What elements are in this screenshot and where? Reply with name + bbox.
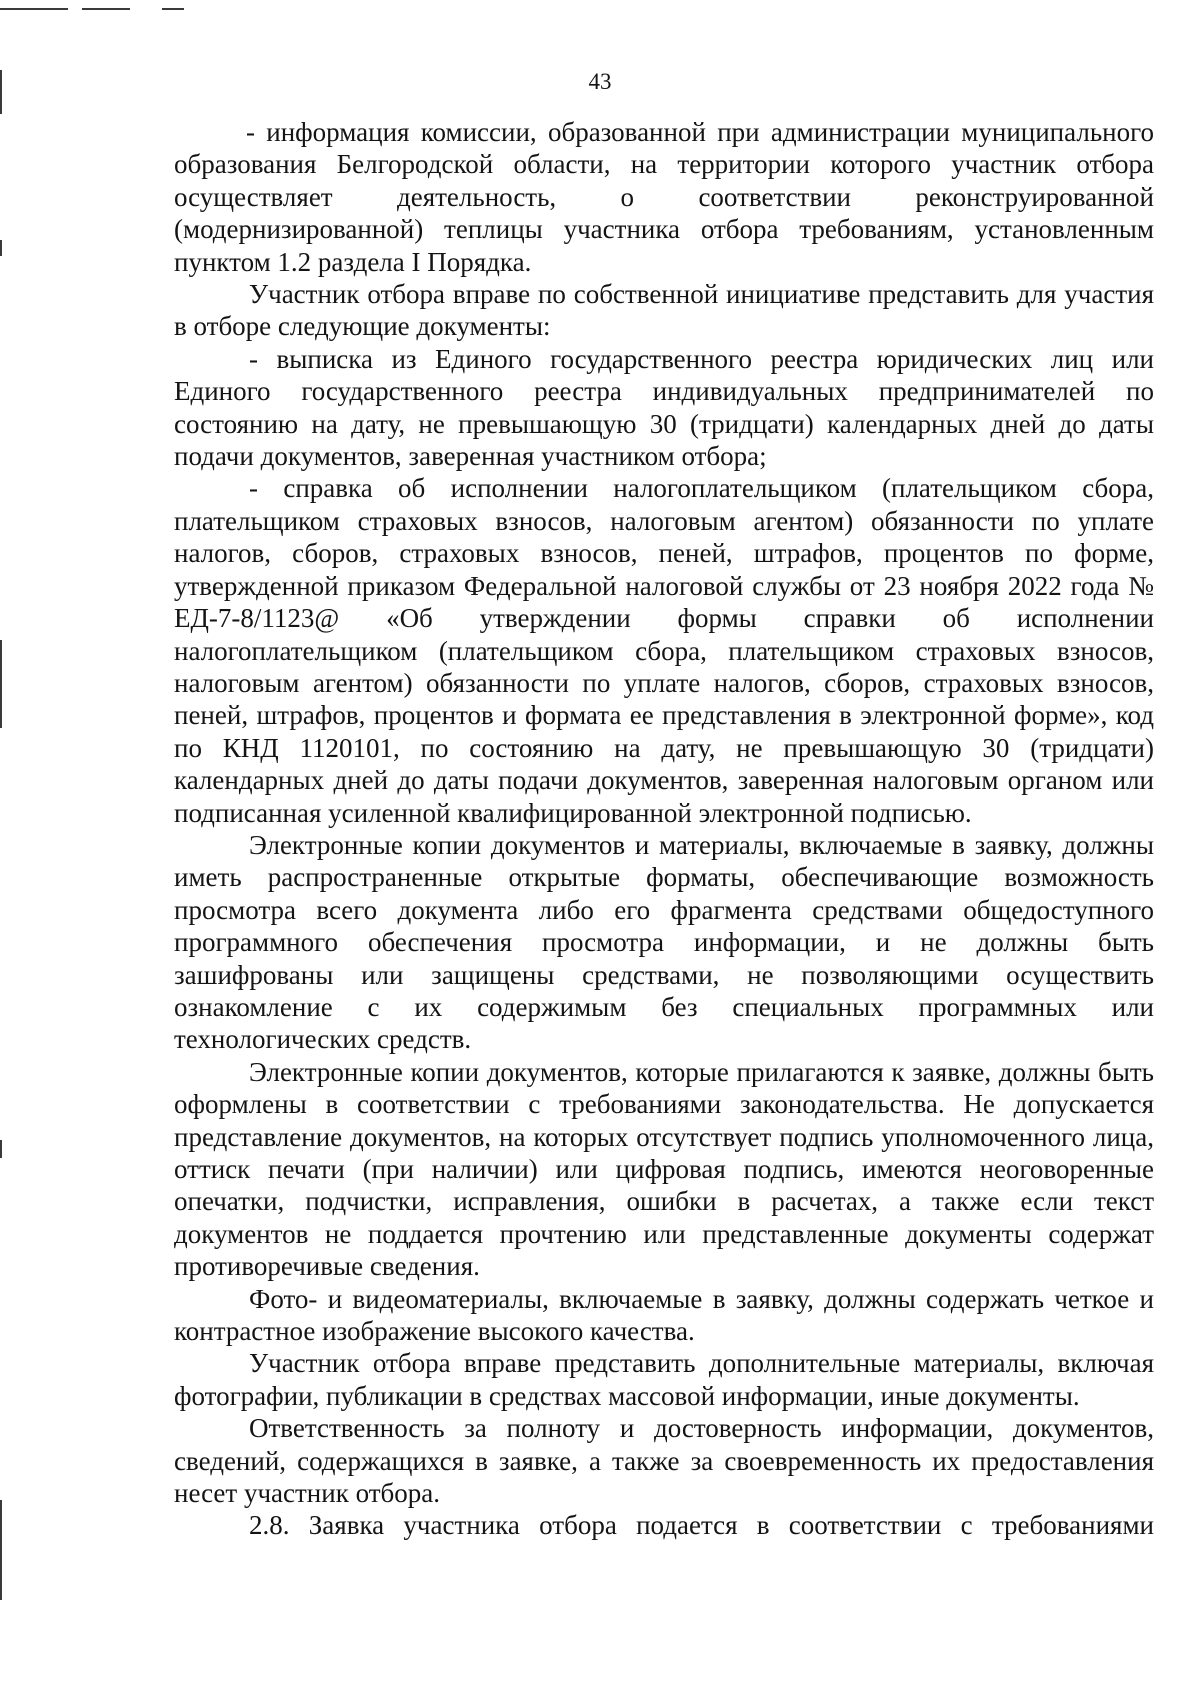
scan-edge-mark — [162, 8, 184, 10]
paragraph: - информация комиссии, образованной при администрации муниципального образования Белгородской области, на территории которого участник отбора осуществляет деятельность, о соответствии реконструированной (модернизированной) теплицы участника отбора требованиям, установленным пунктом 1.2 раздела I Порядка. — [174, 117, 1154, 277]
document-body — [174, 116, 1154, 1542]
scan-edge-mark — [0, 1500, 2, 1600]
paragraph: Электронные копии документов и материалы, включаемые в заявку, должны иметь распространенные открытые форматы, обеспечивающие возможность просмотра всего документа либо его фрагмента средствами общедоступного программного обеспечения просмотра информации, и не должны быть зашифрованы или защищены средствами, не позволяющими осуществить ознакомление с их содержимым без специальных программных или технологических средств. — [174, 829, 1154, 1055]
paragraph: Электронные копии документов, которые прилагаются к заявке, должны быть оформлены в соответствии с требованиями законодательства. Не допускается представление документов, на которых отсутствует подпись уполномоченного лица, оттиск печати (при наличии) или цифровая подпись, имеются неоговоренные опечатки, подчистки, исправления, ошибки в расчетах, а также если текст документов не поддается прочтению или представленные документы содержат противоречивые сведения. — [174, 1056, 1154, 1282]
paragraph: Участник отбора вправе по собственной инициативе представить для участия в отборе следующие документы: — [174, 279, 1154, 342]
scan-edge-mark — [0, 240, 2, 256]
scan-edge-mark — [0, 1140, 2, 1158]
paragraph: Фото- и видеоматериалы, включаемые в заявку, должны содержать четкое и контрастное изображение высокого качества. — [174, 1283, 1154, 1347]
paragraph: - выписка из Единого государственного реестра юридических лиц или Единого государственного реестра индивидуальных предпринимателей по состоянию на дату, не превышающую 30 (тридцати) календарных дней до даты подачи документов, заверенная участником отбора; — [174, 343, 1154, 472]
scan-edge-mark — [0, 8, 68, 10]
scan-edge-mark — [82, 8, 130, 10]
page-number: 43 — [588, 69, 612, 94]
paragraph: 2.8. Заявка участника отбора подается в соответствии с требованиями — [249, 1510, 1154, 1541]
scan-edge-mark — [0, 640, 2, 728]
paragraph: Ответственность за полноту и достоверность информации, документов, сведений, содержащихся в заявке, а также за своевременность их предоставления несет участник отбора. — [174, 1413, 1154, 1509]
paragraph: Участник отбора вправе представить дополнительные материалы, включая фотографии, публикации в средствах массовой информации, иные документы. — [174, 1348, 1154, 1411]
paragraph: - справка об исполнении налогоплательщиком (плательщиком сбора, плательщиком страховых взносов, налоговым агентом) обязанности по уплате налогов, сборов, страховых взносов, пеней, штрафов, процентов по форме, утвержденной приказом Федеральной налоговой службы от 23 ноября 2022 года № ЕД-7-8/1123@ «Об утверждении формы справки об исполнении налогоплательщиком (плательщиком сбора, плательщиком страховых взносов, налоговым агентом) обязанности по уплате налогов, сборов, страховых взносов, пеней, штрафов, процентов и формата ее представления в электронной форме», код по КНД 1120101, по состоянию на дату, не превышающую 30 (тридцати) календарных дней до даты подачи документов, заверенная налоговым органом или подписанная усиленной квалифицированной электронной подписью. — [174, 473, 1154, 828]
